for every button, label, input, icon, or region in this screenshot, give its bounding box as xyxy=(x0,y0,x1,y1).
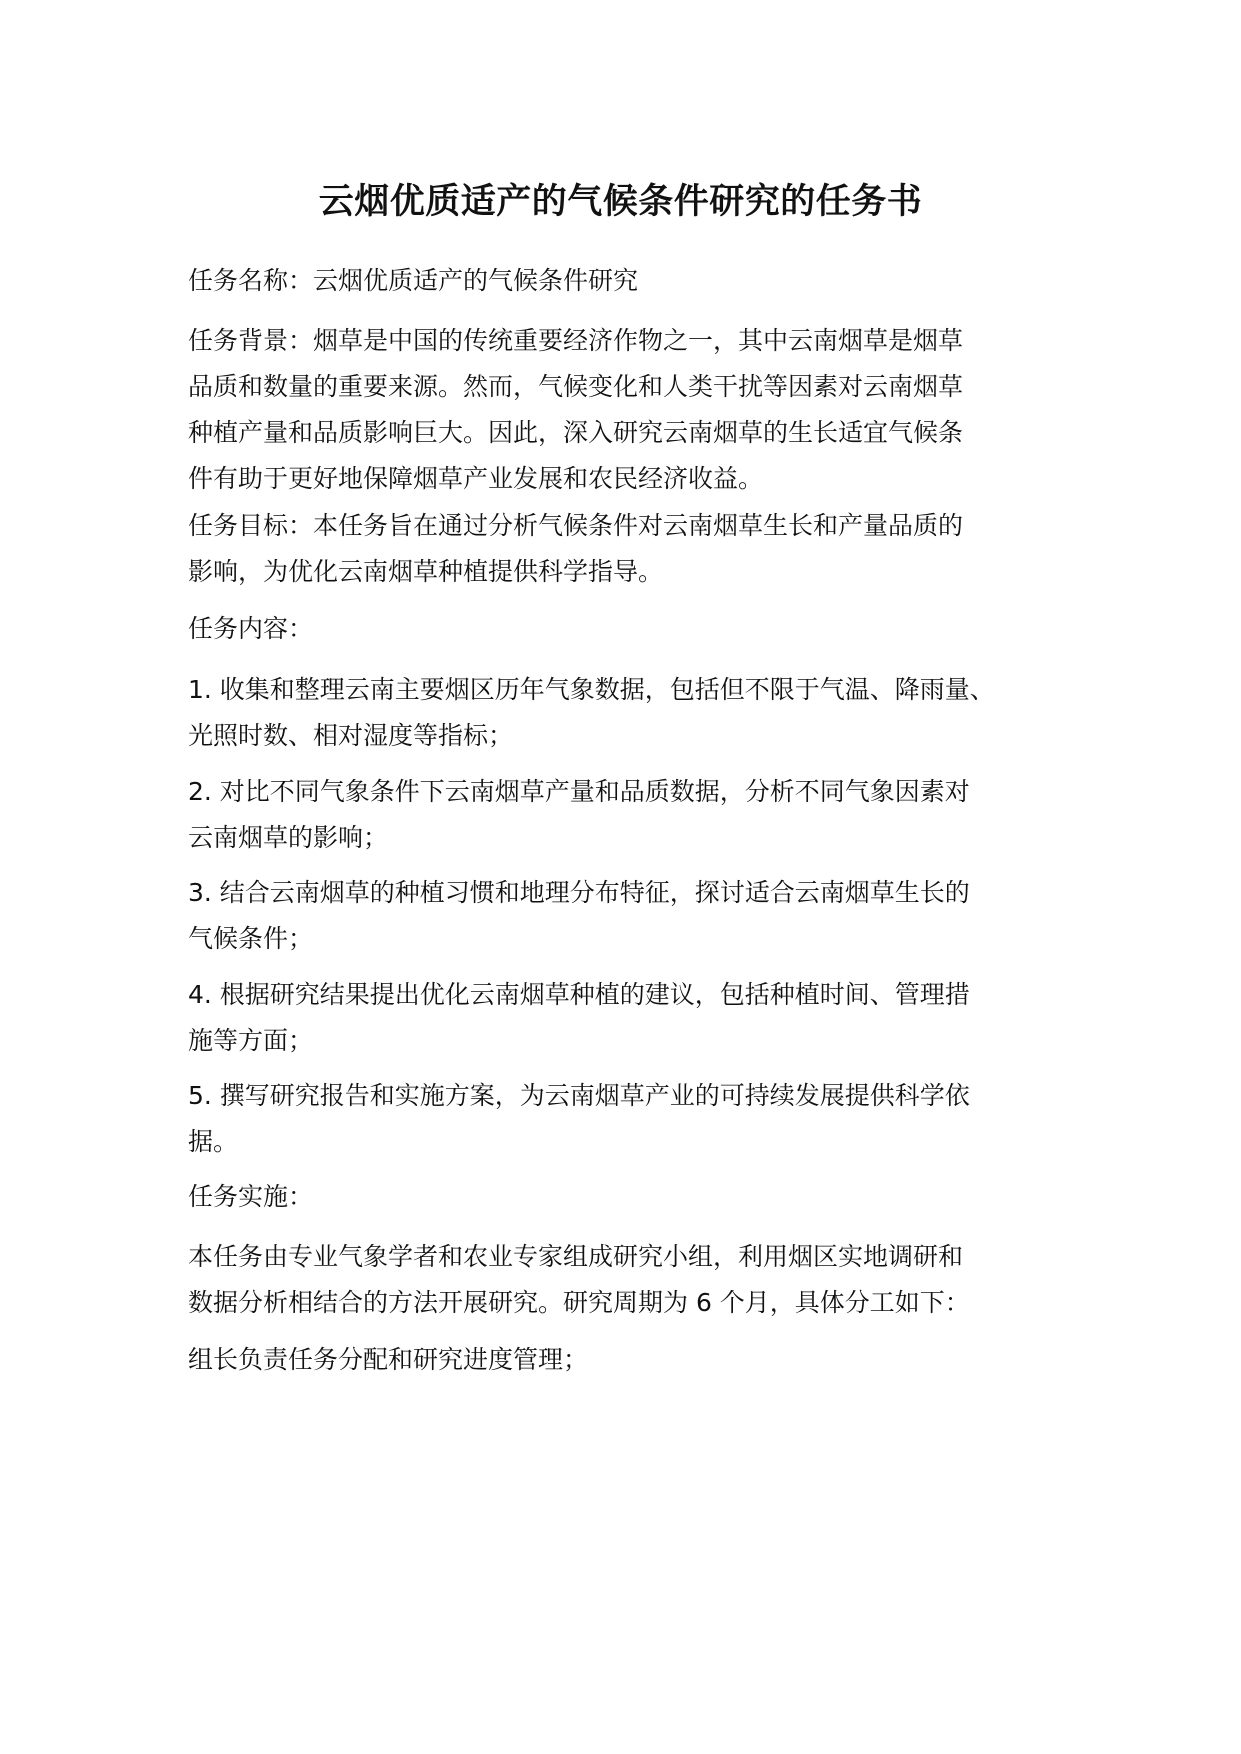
task-background-paragraph: 任务背景：烟草是中国的传统重要经济作物之一，其中云南烟草是烟草 品质和数量的重要来源。然而，气候变化和人类干扰等因素对云南烟草 种植产量和品质影响巨大。因此，深入研究云南烟草的生长适宜气候条 件有助于更好地保障烟草产业发展和农民经济收益。 xyxy=(188,326,964,493)
task-content-item-1: 1. 收集和整理云南主要烟区历年气象数据，包括但不限于气温、降雨量、 光照时数、相对湿度等指标； xyxy=(188,675,995,750)
task-implementation-paragraph: 本任务由专业气象学者和农业专家组成研究小组，利用烟区实地调研和 数据分析相结合的方法开展研究。研究周期为 6 个月，具体分工如下： xyxy=(188,1242,970,1317)
document-title: 云烟优质适产的气候条件研究的任务书 xyxy=(318,182,923,222)
task-content-item-3: 3. 结合云南烟草的种植习惯和地理分布特征，探讨适合云南烟草生长的 气候条件； xyxy=(188,878,970,953)
task-content-item-5: 5. 撰写研究报告和实施方案，为云南烟草产业的可持续发展提供科学依 据。 xyxy=(188,1081,970,1156)
task-goal-paragraph: 任务目标：本任务旨在通过分析气候条件对云南烟草生长和产量品质的 影响，为优化云南烟草种植提供科学指导。 xyxy=(188,511,964,586)
task-name-paragraph: 任务名称：云烟优质适产的气候条件研究 xyxy=(188,266,639,295)
task-content-item-4: 4. 根据研究结果提出优化云南烟草种植的建议，包括种植时间、管理措 施等方面； xyxy=(188,980,970,1055)
task-content-item-2: 2. 对比不同气象条件下云南烟草产量和品质数据，分析不同气象因素对 云南烟草的影响； xyxy=(188,777,970,852)
task-content-heading: 任务内容： xyxy=(188,614,314,643)
team-lead-paragraph: 组长负责任务分配和研究进度管理； xyxy=(188,1345,589,1374)
task-implementation-heading: 任务实施： xyxy=(188,1182,314,1211)
